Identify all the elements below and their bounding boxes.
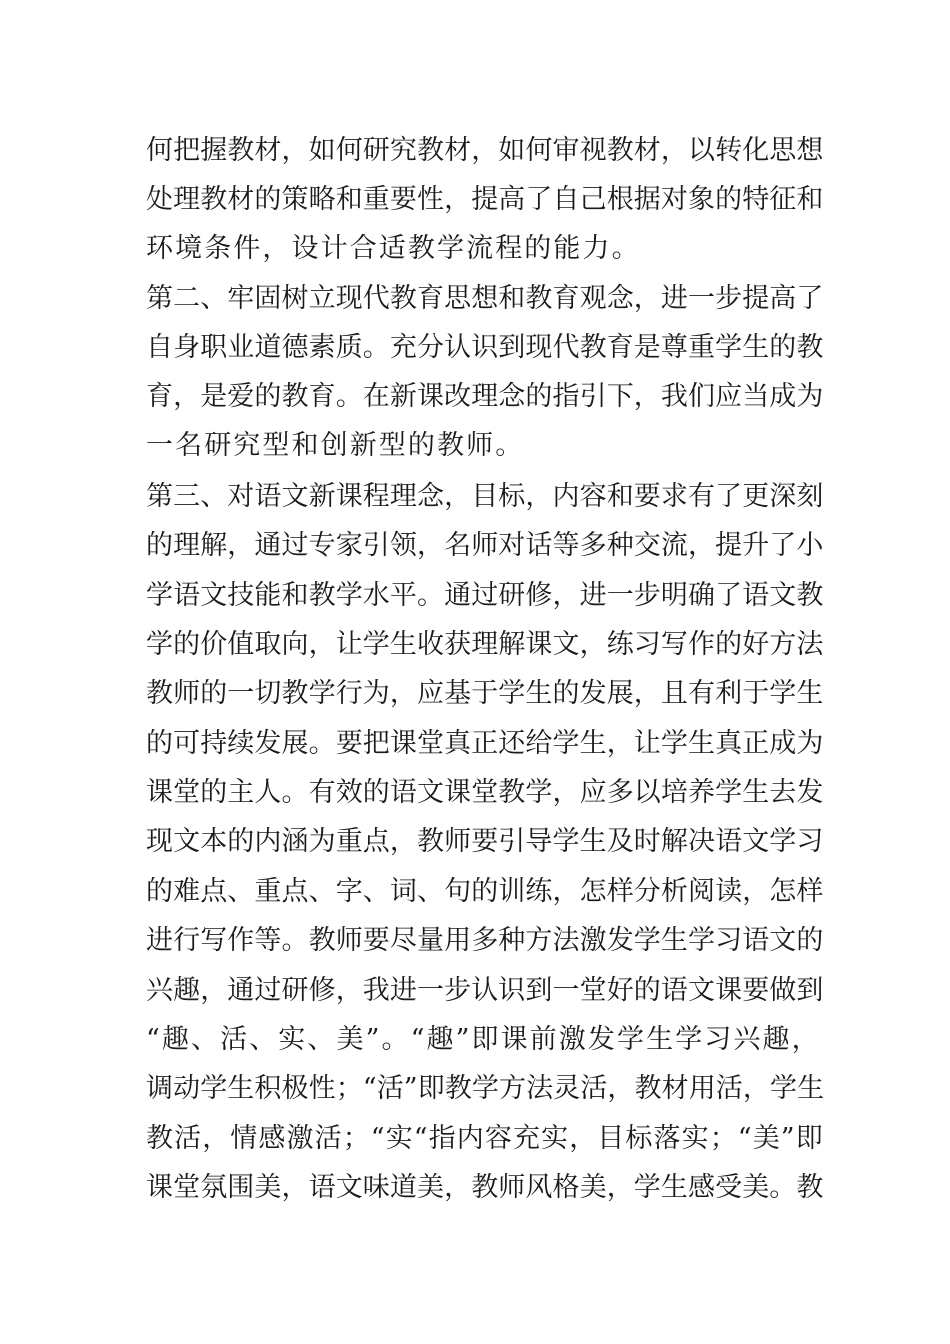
text-line: 第二、牢固树立现代教育思想和教育观念，进一步提高了 (146, 283, 824, 314)
text-line: 处理教材的策略和重要性，提高了自己根据对象的特征和 (146, 184, 824, 215)
text-line: 一名研究型和创新型的教师。 (146, 430, 525, 461)
text-line: 现文本的内涵为重点，教师要引导学生及时解决语文学习 (146, 826, 824, 857)
text-line: 教师的一切教学行为，应基于学生的发展，且有利于学生 (146, 678, 824, 709)
text-line: 进行写作等。教师要尽量用多种方法激发学生学习语文的 (146, 925, 824, 956)
text-line: 兴趣，通过研修，我进一步认识到一堂好的语文课要做到 (146, 975, 824, 1006)
text-line: 自身职业道德素质。充分认识到现代教育是尊重学生的教 (146, 332, 824, 363)
text-line: 何把握教材，如何研究教材，如何审视教材，以转化思想 (146, 135, 824, 166)
text-line: 学语文技能和教学水平。通过研修，进一步明确了语文教 (146, 580, 824, 611)
text-line: 教活，情感激活；“实“指内容充实，目标落实；“美”即 (146, 1123, 824, 1154)
text-line: 学的价值取向，让学生收获理解课文，练习写作的好方法 (146, 629, 824, 660)
text-line: 调动学生积极性；“活”即教学方法灵活，教材用活，学生 (146, 1073, 825, 1104)
text-line: 环境条件，设计合适教学流程的能力。 (146, 233, 641, 264)
text-line: 育，是爱的教育。在新课改理念的指引下，我们应当成为 (146, 381, 824, 412)
text-line: 课堂氛围美，语文味道美，教师风格美，学生感受美。教 (146, 1172, 824, 1203)
text-line: 的难点、重点、字、词、句的训练，怎样分析阅读，怎样 (146, 876, 824, 907)
text-line: 的可持续发展。要把课堂真正还给学生，让学生真正成为 (146, 728, 824, 759)
text-line: “趣、活、实、美”。“趣”即课前激发学生学习兴趣， (146, 1024, 821, 1055)
text-line: 第三、对语文新课程理念，目标，内容和要求有了更深刻 (146, 481, 824, 512)
text-line: 课堂的主人。有效的语文课堂教学，应多以培养学生去发 (146, 777, 824, 808)
text-line: 的理解，通过专家引领，名师对话等多种交流，提升了小 (146, 530, 824, 561)
